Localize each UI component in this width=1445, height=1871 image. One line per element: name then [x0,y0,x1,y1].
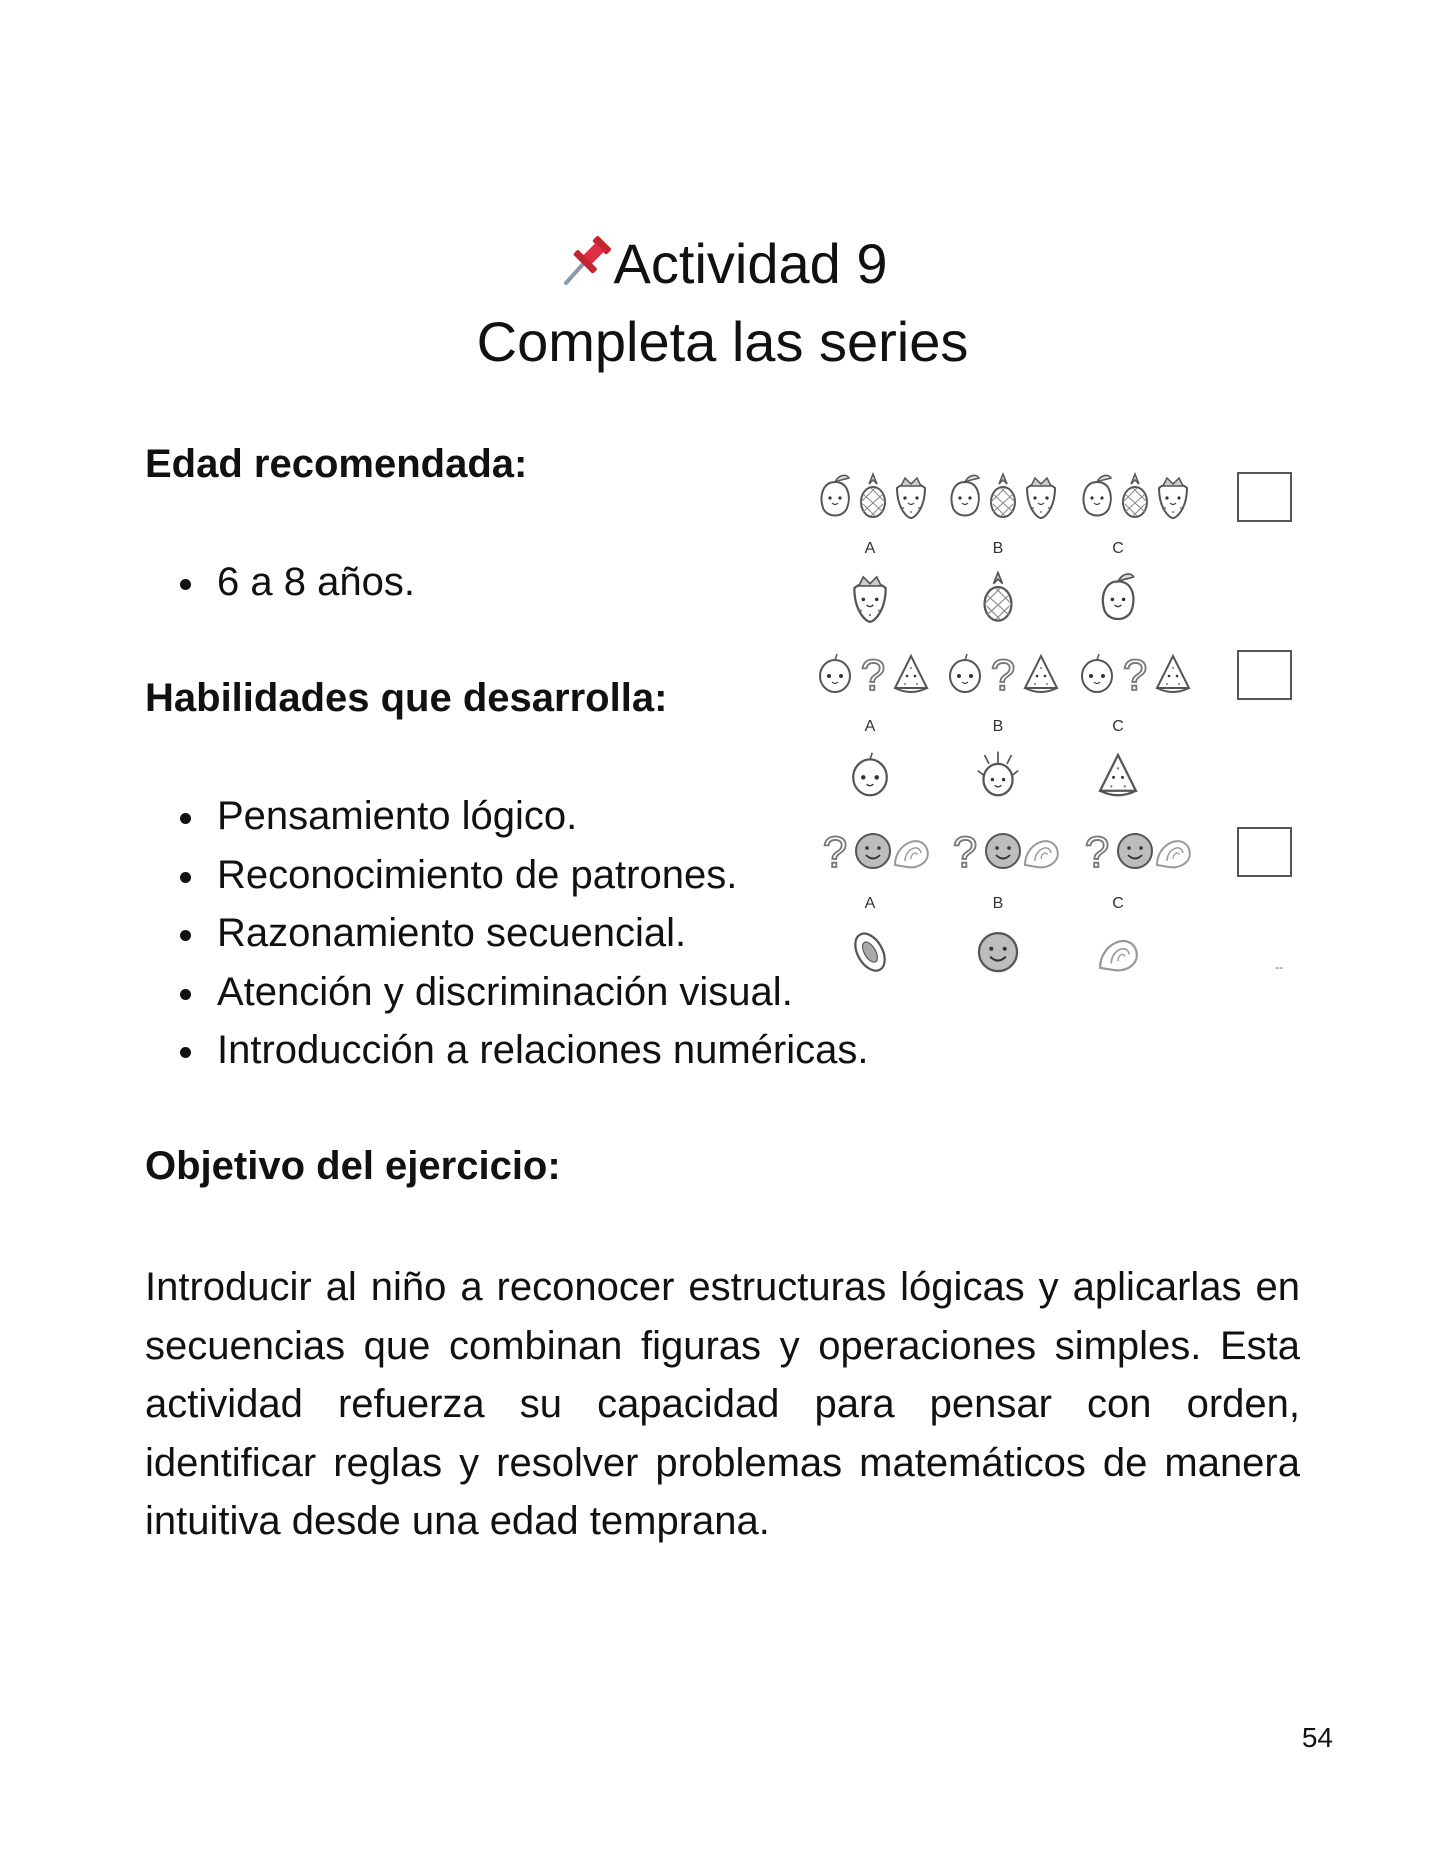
watermelon-slice-icon [891,648,931,698]
answer-option [845,746,895,802]
answer-option [845,923,895,979]
skill-item: Razonamiento secuencial. [145,904,868,963]
melon-slice-icon [1021,825,1061,875]
question-mark-icon [1115,648,1155,698]
skills-heading: Habilidades que desarrolla: [145,676,668,720]
activity-title-line [0,225,1445,303]
sequence-cell [983,648,1023,698]
watermelon-slice-icon [1093,746,1143,802]
mango-icon [1093,568,1143,624]
melon-slice-icon [1093,923,1143,979]
age-list [145,553,415,612]
page-subtitle: Completa las series [476,310,969,373]
sequence-cell [853,648,893,698]
option-letter: A [864,540,876,557]
smiley-ball-icon [983,825,1023,875]
objective-paragraph: Introducir al niño a reconocer estructuras lógicas y aplicarlas en secuencias que combinan figuras y operaciones simples. Esta actividad refuerza su capacidad para pensar con orden, identificar reglas y resolver problemas matemáticos de manera intuitiva desde una edad temprana. [145,1265,1300,1543]
series-sequence [945,638,1075,708]
pineapple-icon [983,470,1023,520]
answer-checkbox [1237,650,1292,700]
series-sequence [1077,460,1207,530]
question-mark-icon [945,825,985,875]
sequence-cell [1021,648,1061,698]
option-letter: A [864,718,876,735]
answer-option [973,923,1023,979]
sequence-cell [1077,825,1117,875]
question-mark-icon [983,648,1023,698]
sequence-cell [815,470,855,520]
series-row [805,460,1325,635]
strawberry-icon [891,470,931,520]
sequence-cell [945,648,985,698]
series-row [805,815,1325,990]
answer-option [973,746,1023,802]
sequence-cell [1077,648,1117,698]
sequence-cell [891,470,931,520]
question-mark-icon [853,648,893,698]
sequence-cell [945,470,985,520]
option-letter: B [992,540,1004,557]
strawberry-icon [1021,470,1061,520]
lemon-icon [815,648,855,698]
sequence-cell [983,470,1023,520]
answer-option [1093,746,1143,802]
smiley-ball-icon [1115,825,1155,875]
sequence-cell [1153,470,1193,520]
question-mark-icon [815,825,855,875]
answer-checkbox [1237,472,1292,522]
series-sequence [815,460,945,530]
mango-icon [945,470,985,520]
sequence-cell [1115,470,1155,520]
pushpin-icon [558,233,614,289]
age-heading: Edad recomendada: [145,442,528,486]
answer-option [845,568,895,624]
skill-item: Atención y discriminación visual. [145,963,868,1022]
series-sequence [815,638,945,708]
option-letter: C [1112,718,1124,735]
mango-icon [1077,470,1117,520]
lemon-icon [845,746,895,802]
skills-list [145,787,868,1080]
page-number: 54 [1301,1722,1333,1753]
age-item: 6 a 8 años. [145,553,415,612]
pineapple-icon [973,568,1023,624]
series-row [805,638,1325,813]
series-sequence [1077,638,1207,708]
svg-text:?: ? [1122,651,1148,698]
mango-icon [815,470,855,520]
series-sequence [1077,815,1207,885]
answer-option [1093,923,1143,979]
sequence-cell [891,825,931,875]
sequence-cell [1153,825,1193,875]
series-sequence [945,815,1075,885]
title-block [0,225,1445,381]
skill-item: Pensamiento lógico. [145,787,868,846]
svg-text:?: ? [990,651,1016,698]
sequence-cell [945,825,985,875]
series-sequence [815,815,945,885]
pineapple-icon [1115,470,1155,520]
svg-text:?: ? [1084,828,1110,875]
option-letter: C [1112,895,1124,912]
skill-item: Introducción a relaciones numéricas. [145,1021,868,1080]
sequence-cell [853,825,893,875]
option-letter: A [864,895,876,912]
footnote-mark: -- [1275,960,1283,974]
series-sequence [945,460,1075,530]
strawberry-icon [845,568,895,624]
melon-slice-icon [891,825,931,875]
smiley-ball-icon [853,825,893,875]
sequence-cell [815,825,855,875]
sequence-cell [853,470,893,520]
sequence-cell [1021,470,1061,520]
sequence-cell [891,648,931,698]
sequence-cell [1077,470,1117,520]
watermelon-slice-icon [1021,648,1061,698]
lemon-icon [1077,648,1117,698]
question-mark-icon [1077,825,1117,875]
option-letter: B [992,718,1004,735]
sequence-cell [1115,648,1155,698]
option-letter: C [1112,540,1124,557]
dragonfruit-icon [973,746,1023,802]
pineapple-icon [853,470,893,520]
activity-title: Actividad 9 [613,232,888,295]
sequence-cell [1115,825,1155,875]
answer-option [973,568,1023,624]
svg-text:?: ? [822,828,848,875]
strawberry-icon [1153,470,1193,520]
answer-checkbox [1237,827,1292,877]
option-letter: B [992,895,1004,912]
sequence-cell [815,648,855,698]
lemon-icon [945,648,985,698]
papaya-icon [845,923,895,979]
sequence-cell [1153,648,1193,698]
svg-text:?: ? [860,651,886,698]
smiley-ball-icon [973,923,1023,979]
sequence-cell [1021,825,1061,875]
melon-slice-icon [1153,825,1193,875]
skill-item: Reconocimiento de patrones. [145,846,868,905]
series-worksheet-image [805,460,1325,975]
sequence-cell [983,825,1023,875]
svg-text:?: ? [952,828,978,875]
objective-heading: Objetivo del ejercicio: [145,1144,561,1188]
answer-option [1093,568,1143,624]
watermelon-slice-icon [1153,648,1193,698]
